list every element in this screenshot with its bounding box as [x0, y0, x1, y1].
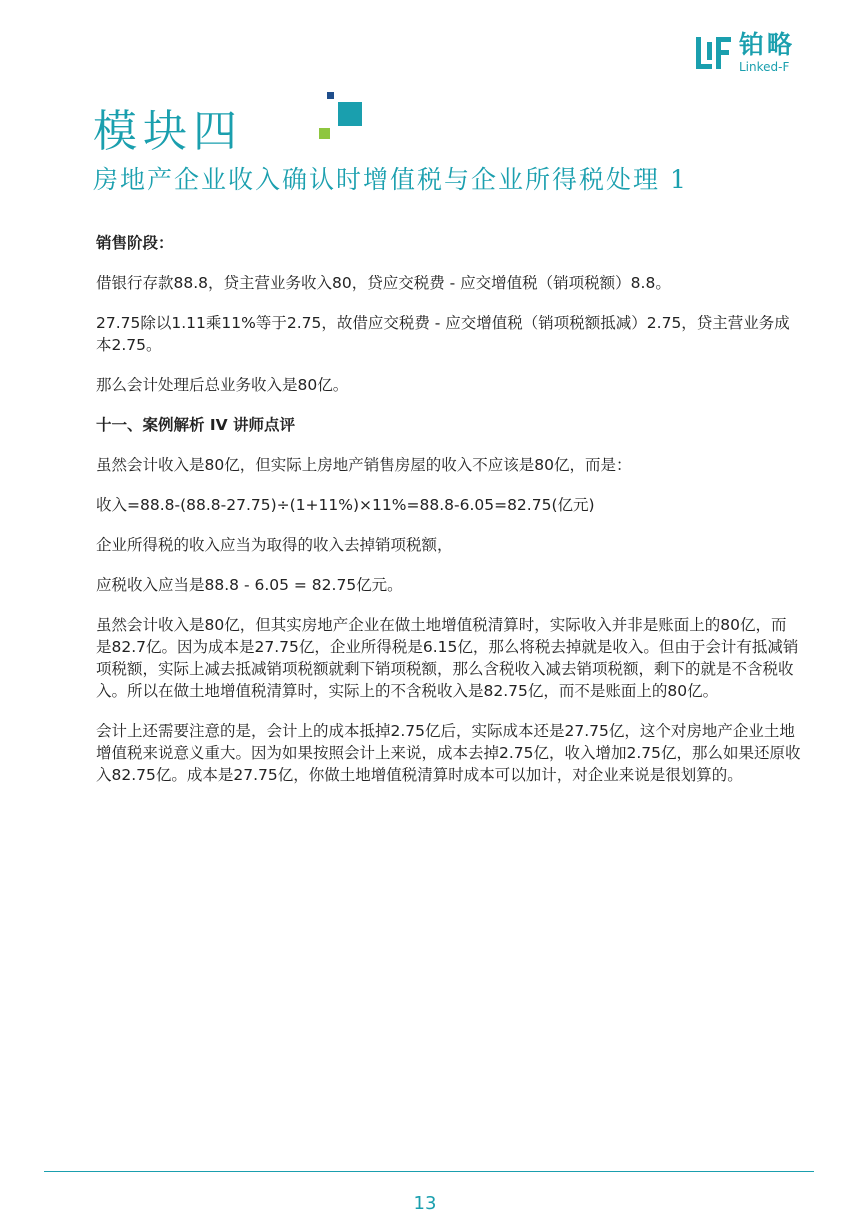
- paragraph: 27.75除以1.11乘11%等于2.75，故借应交税费 - 应交增值税（销项税额抵减）2.75，贷主营业务成本2.75。: [96, 314, 790, 354]
- paragraph: 那么会计处理后总业务收入是80亿。: [96, 376, 349, 394]
- paragraph: 虽然会计收入是80亿，但其实房地产企业在做土地增值税清算时，实际收入并非是账面上的80亿，而是82.7亿。因为成本是27.75亿，企业所得税是6.15亿，那么将税去掉就是收入。但由于会计有抵减销项税额，实际上减去抵减销项税额就剩下销项税额，那么含税收入减去销项税额，剩下的就是不含税收入。所以在做土地增值税清算时，实际上的不含税收入是82.75亿，而不是账面上的80亿。: [96, 616, 799, 700]
- formula: 收入=88.8-(88.8-27.75)÷(1+11%)×11%=88.8-6.05=82.75(亿元): [96, 496, 595, 514]
- paragraph: 应税收入应当是88.8 - 6.05 = 82.75亿元。: [96, 576, 403, 594]
- paragraph: 会计上还需要注意的是，会计上的成本抵掉2.75亿后，实际成本还是27.75亿，这个对房地产企业土地增值税来说意义重大。因为如果按照会计上来说，成本去掉2.75亿，收入增加2.75亿，那么如果还原收入82.75亿。成本是27.75亿，你做土地增值税清算时成本可以加计，对企业来说是很划算的。: [96, 722, 801, 784]
- page-number: 13: [413, 1193, 437, 1214]
- module-title: 模块四: [93, 106, 243, 157]
- section-heading-case-review: 十一、案例解析 IV 讲师点评: [96, 416, 296, 434]
- footer-divider: [44, 1171, 814, 1172]
- brand-tagline: Linked-F: [739, 60, 790, 74]
- brand-name: 铂略: [739, 30, 796, 59]
- paragraph: 虽然会计收入是80亿，但实际上房地产销售房屋的收入不应该是80亿，而是：: [96, 456, 632, 474]
- decorative-squares-icon: [312, 88, 372, 148]
- document-body: [96, 224, 801, 786]
- paragraph: 企业所得税的收入应当为取得的收入去掉销项税额，: [96, 536, 453, 554]
- linked-f-logo-icon: [693, 34, 733, 74]
- brand-logo: [693, 30, 813, 78]
- section-heading-sales-stage: 销售阶段：: [96, 234, 174, 252]
- paragraph: 借银行存款88.8，贷主营业务收入80，贷应交税费 - 应交增值税（销项税额）8.8。: [96, 274, 671, 292]
- module-subtitle: 房地产企业收入确认时增值税与企业所得税处理 1: [93, 165, 688, 194]
